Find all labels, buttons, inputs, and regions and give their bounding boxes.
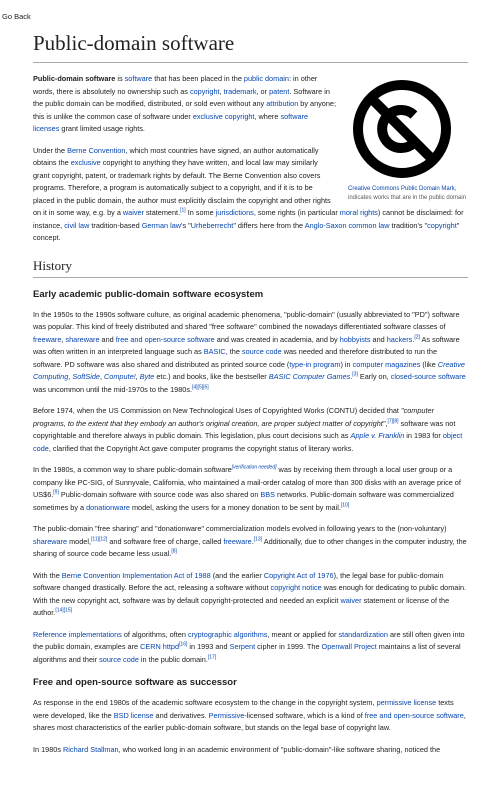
- text-run: Public-domain software with source code was also shared on: [58, 490, 261, 499]
- text-run: (and the earlier: [210, 570, 264, 580]
- paragraph: [33, 570, 468, 620]
- text-run: Before 1974, when the US Commission on New Technological Uses of Copyrighted Works (CONTU) decided that: [33, 406, 401, 415]
- text-run: statement or license of the author.: [33, 595, 450, 617]
- article-link[interactable]: Serpent: [229, 642, 256, 651]
- text-run: statement.: [144, 208, 181, 217]
- citation-link[interactable]: [7][8]: [387, 418, 399, 425]
- article-link[interactable]: civil law: [64, 220, 90, 230]
- paragraph: [33, 309, 468, 397]
- text-run: was uncommon until the mid-1970s to the 1980s.: [33, 384, 192, 394]
- citation-link[interactable]: [10]: [340, 502, 350, 509]
- article-link[interactable]: BASIC: [203, 347, 226, 356]
- citation-link[interactable]: [3]: [352, 371, 358, 378]
- article-link[interactable]: closed-source software: [390, 372, 466, 381]
- text-run: ,: [135, 372, 140, 381]
- article-link[interactable]: cryptographic algorithms: [187, 629, 268, 639]
- article-link[interactable]: source code: [241, 347, 282, 356]
- article-link[interactable]: freeware: [223, 536, 252, 546]
- paragraph: [33, 744, 468, 757]
- article-link[interactable]: public domain: [243, 74, 289, 83]
- article-link[interactable]: freeware: [33, 334, 62, 344]
- text-run: , meant or applied for: [267, 629, 339, 639]
- text-run: that has been placed in the: [152, 74, 244, 83]
- text-run: maintains a list of several algorithms and their: [33, 642, 461, 664]
- article: [33, 30, 468, 765]
- article-link[interactable]: moral rights: [339, 208, 378, 217]
- infobox-caption: Creative Commons Public Domain Mark, indicates works that are in the public domain: [348, 186, 467, 201]
- article-link[interactable]: Berne Convention Implementation Act of 1988: [61, 570, 211, 580]
- article-link[interactable]: exclusive copyright: [192, 111, 255, 121]
- text-run: and derivatives.: [153, 710, 209, 720]
- text-run: , some rights (in particular: [253, 208, 340, 217]
- article-link[interactable]: exclusive: [70, 158, 101, 167]
- article-link[interactable]: BASIC Computer Games: [268, 372, 351, 381]
- article-link[interactable]: shareware: [33, 536, 68, 546]
- text-run: , the: [225, 347, 242, 356]
- text-run: In the 1950s to the 1990s software culture, as original academic phenomena, "public-domain" (usually abbreviated to "PD") software was popular. This kind of freely distributed and shared "free software" combined the nowadays differentiated software classes of: [33, 309, 460, 331]
- text-run: Additionally, due to other changes in the computer industry, the sharing of source code became less usual.: [33, 536, 467, 558]
- text-run: by anyone; this is unlike the common case of software under: [33, 99, 337, 121]
- text-run: in 1983 for: [404, 431, 443, 440]
- text-run: ,: [68, 372, 73, 381]
- text-run: ) in: [340, 359, 353, 369]
- article-link[interactable]: German law: [141, 220, 182, 230]
- article-link[interactable]: patent: [269, 86, 290, 96]
- text-run: was by receiving them through a local user group or a company like PC-SIG, of Sunnyvale, California, who maintained a mail-order catalog of more than 300 disks with an average price of US$6.: [33, 465, 461, 499]
- text-run: , which most countries have signed, an author automatically obtains the: [33, 145, 319, 167]
- text-run: In the 1980s, a common way to share public-domain software: [33, 465, 232, 474]
- bold-term: Public-domain software: [33, 74, 116, 83]
- text-run: , shares most characteristics of the earlier public-domain software, but stands on the legal base of copyright law.: [33, 710, 466, 732]
- article-link[interactable]: software licenses: [33, 111, 309, 133]
- text-run: ,: [219, 86, 224, 96]
- text-run: . Software in the public domain can be modified, distributed, or sold even without any: [33, 86, 330, 108]
- article-link[interactable]: permissive license: [376, 698, 437, 707]
- text-run: -licensed software, which is a kind of: [244, 710, 365, 720]
- text-run: tradition's ": [389, 220, 428, 230]
- article-link[interactable]: copyright notice: [270, 583, 322, 592]
- article-link[interactable]: source code: [99, 654, 139, 664]
- article-link[interactable]: copyright: [427, 220, 457, 230]
- go-back-link[interactable]: Go Back: [2, 12, 31, 21]
- text-run: in 1993 and: [187, 642, 230, 651]
- article-link[interactable]: BBS: [260, 490, 276, 499]
- text-run: " concept.: [33, 220, 460, 242]
- text-run: was enough for dedicating to public domain. With the new copyright act, software was by default copyright-protected and needed an explicit: [33, 583, 467, 605]
- page-title: Public-domain software: [33, 30, 468, 63]
- article-link[interactable]: Apple v. Franklin: [350, 431, 405, 440]
- public-domain-mark-icon: [352, 79, 452, 179]
- text-run: networks. Public-domain software was commercialized sometimes by a: [33, 490, 454, 512]
- text-run: tradition-based: [89, 220, 142, 230]
- article-link[interactable]: Berne Convention: [67, 145, 126, 155]
- citation-link[interactable]: [8]: [171, 548, 177, 555]
- article-link[interactable]: BSD license: [113, 710, 154, 720]
- text-run: As software was often written in an interpreted language such as: [33, 334, 460, 356]
- text-run: and: [99, 334, 116, 344]
- article-link[interactable]: copyright: [189, 86, 220, 96]
- paragraph: [33, 464, 468, 514]
- citation-link[interactable]: [16]: [179, 641, 188, 648]
- article-link[interactable]: Openwall Project: [321, 642, 377, 651]
- paragraph: [33, 629, 468, 667]
- text-run: .: [412, 334, 415, 344]
- text-run: Under the: [33, 145, 68, 155]
- article-link[interactable]: CERN httpd: [140, 642, 180, 651]
- text-run: , who worked long in an academic environment of "public-domain"-like software sharing, noticed the: [118, 744, 441, 754]
- quote: "computer programs, to the extent that they embody an author's original creation, are proper subject matter of copyright": [33, 406, 435, 428]
- text-run: With the: [33, 570, 62, 580]
- article-link[interactable]: software: [124, 74, 153, 83]
- text-run: ), the legal base for public-domain software changed drastically. Before the act, releasing a software without: [33, 570, 444, 592]
- text-run: The public-domain "free sharing" and "donationware" commercialization models evolved in following years to the (non-voluntary): [33, 524, 447, 533]
- text-run: , where: [254, 111, 281, 121]
- paragraph: [33, 697, 468, 735]
- article-link[interactable]: shareware: [65, 334, 100, 344]
- text-run: are still often given into the public domain, examples are: [33, 629, 465, 651]
- subsection-heading-free: Free and open-source software as successor: [33, 677, 237, 688]
- paragraph: [33, 523, 468, 561]
- citation-link[interactable]: [17]: [207, 654, 217, 661]
- article-link[interactable]: hobbyists: [339, 334, 371, 344]
- text-run: 's ": [181, 220, 191, 230]
- text-run: In 1980s: [33, 744, 64, 754]
- text-run: , clarified that the Copyright Act gave computer programs the copyright status of literary works.: [48, 443, 354, 453]
- text-run: " differs here from the: [233, 220, 305, 230]
- section-heading-history: History: [33, 257, 468, 278]
- citation-link[interactable]: [13]: [253, 536, 263, 543]
- citation-link[interactable]: [9]: [53, 489, 59, 496]
- caption-link[interactable]: Creative Commons Public Domain Mark: [348, 186, 455, 192]
- text-run: grant limited usage rights.: [59, 124, 145, 133]
- public-domain-mark-image[interactable]: [352, 79, 452, 179]
- text-run: Early on,: [357, 372, 391, 381]
- citation-link[interactable]: [11][12]: [91, 536, 108, 543]
- citation-link[interactable]: [1]: [180, 207, 186, 214]
- text-run: in the public domain.: [138, 654, 208, 664]
- text-run: of algorithms, often: [121, 629, 188, 639]
- article-link[interactable]: attribution: [266, 99, 299, 108]
- article-link[interactable]: object code: [33, 431, 463, 453]
- article-link[interactable]: Richard Stallman: [63, 744, 119, 754]
- article-link[interactable]: trademark: [223, 86, 257, 96]
- article-link[interactable]: SoftSide: [72, 372, 100, 381]
- article-link[interactable]: free and open-source software: [364, 710, 464, 720]
- article-link[interactable]: Copyright Act of 1976: [263, 570, 334, 580]
- text-run: software was not copyrightable and therefore always in public domain. This legislation, plus court decisions such as: [33, 418, 456, 440]
- text-run: model, asking the users for a money donation to be sent by mail.: [129, 502, 341, 512]
- citation-link[interactable]: [2]: [414, 334, 420, 341]
- text-run: ,: [385, 418, 388, 428]
- infobox: [348, 73, 468, 203]
- subsection-heading-early: Early academic public-domain software ecosystem: [33, 288, 264, 300]
- text-run: texts were developed, like the: [33, 698, 454, 720]
- citation-link[interactable]: [14][15]: [55, 607, 73, 614]
- text-run: cipher in 1999. The: [255, 642, 322, 651]
- text-run: etc.) and books, like the bestseller: [154, 372, 269, 381]
- text-run: (like: [420, 359, 438, 369]
- article-link[interactable]: hackers: [386, 334, 413, 344]
- article-link[interactable]: donationware: [86, 502, 130, 512]
- text-run: In some: [185, 208, 216, 217]
- article-link[interactable]: standardization: [338, 629, 388, 639]
- article-link[interactable]: waiver: [122, 208, 144, 217]
- text-run: .: [251, 536, 254, 546]
- article-link[interactable]: Creative Computing: [33, 359, 465, 381]
- verification-needed-note[interactable]: [verification needed]: [231, 464, 277, 471]
- article-link[interactable]: free and open-source software: [115, 334, 215, 344]
- text-run: ,: [99, 372, 105, 381]
- text-run: is: [115, 74, 125, 83]
- article-link[interactable]: Anglo-Saxon common law: [304, 220, 390, 230]
- text-run: .: [350, 372, 353, 381]
- article-link[interactable]: Reference implementations: [33, 629, 122, 639]
- article-link[interactable]: Urheberrecht: [190, 220, 234, 230]
- article-link[interactable]: Compute!: [104, 372, 136, 381]
- article-link[interactable]: Permissive: [208, 710, 245, 720]
- article-link[interactable]: jurisdictions: [215, 208, 254, 217]
- text-run: ,: [61, 334, 66, 344]
- article-link[interactable]: waiver: [340, 595, 362, 605]
- text-run: : in other words, there is absolutely no ownership such as: [33, 74, 318, 96]
- text-run: copyright to anything they have written, and local law may similarly grant copyright, patent, or trademark rights by default. The Berne Convention also covers programs. Therefore, a program is automatically subject to a copyright, and if it is to be placed in the public domain, the author must explicitly disclaim the copyright and other rights on it in some way, e.g. by a: [33, 158, 331, 217]
- text-run: , or: [256, 86, 270, 96]
- text-run: As response in the end 1980s of the academic software ecosystem to the change in the copyright system,: [33, 698, 377, 707]
- text-run: and software free of charge, called: [107, 536, 224, 546]
- article-link[interactable]: type-in program: [289, 359, 341, 369]
- text-run: was needed and therefore distributed to run the software. PD software was also shared and distributed as printed source code (: [33, 347, 438, 369]
- article-link[interactable]: computer magazines: [352, 359, 421, 369]
- text-run: ) cannot be disclaimed: for instance,: [33, 208, 464, 230]
- text-run: model,: [67, 536, 92, 546]
- text-run: and: [370, 334, 387, 344]
- citation-link[interactable]: [4][5][6]: [192, 384, 209, 391]
- text-run: and was created in academia, and by: [214, 334, 340, 344]
- article-link[interactable]: Byte: [139, 372, 155, 381]
- paragraph: [33, 405, 468, 455]
